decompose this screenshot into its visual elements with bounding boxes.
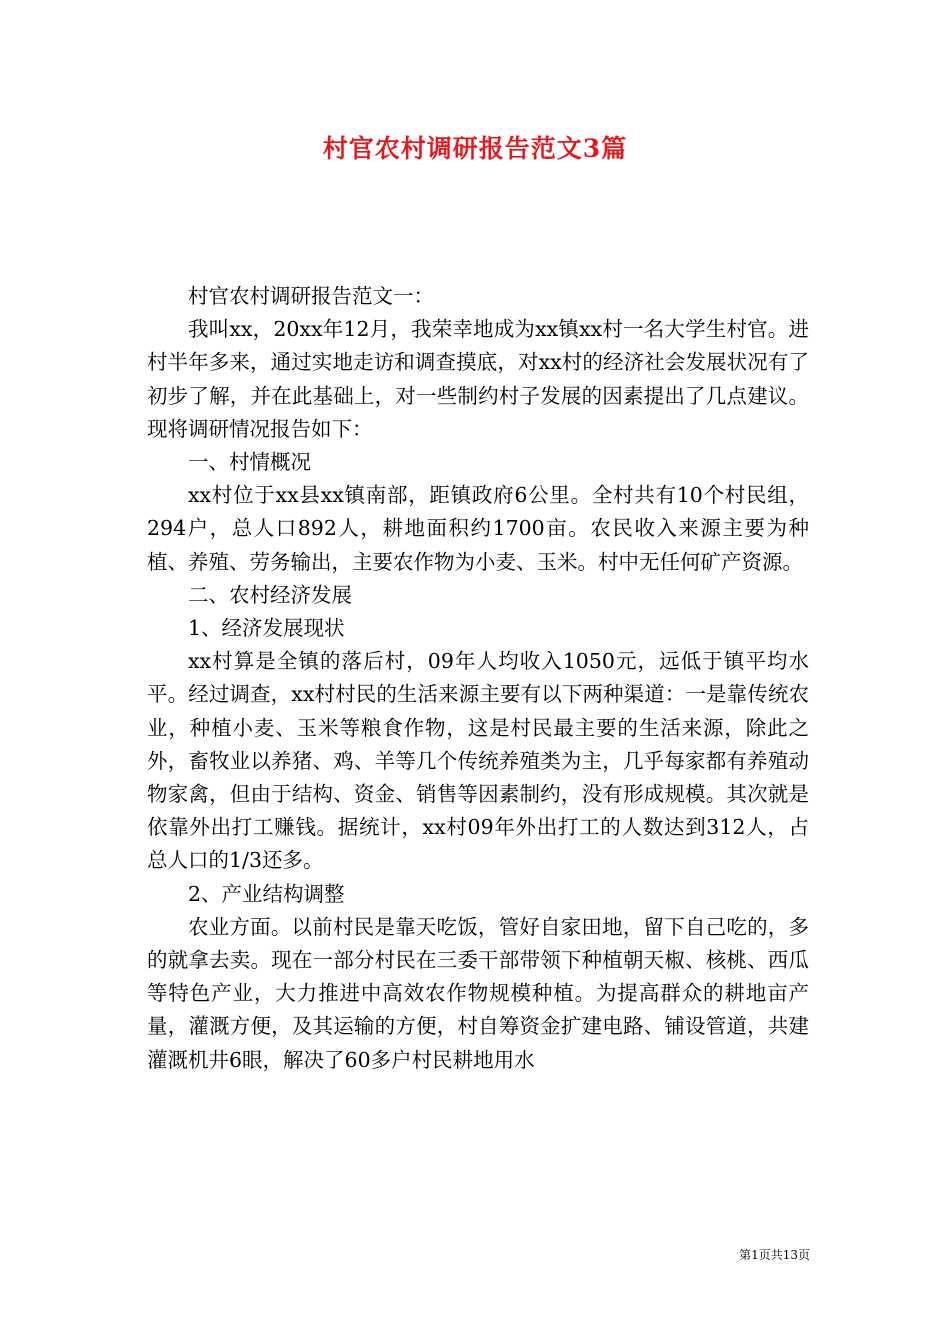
paragraph-heading-one: 村官农村调研报告范文一： bbox=[188, 284, 434, 308]
document-title: 村官农村调研报告范文3篇 bbox=[322, 134, 628, 163]
section-heading-village-overview: 一、村情概况 bbox=[188, 450, 311, 475]
subsection-heading-industry: 2、产业结构调整 bbox=[188, 881, 345, 906]
paragraph-intro: 我叫xx，20xx年12月，我荣幸地成为xx镇xx村一名大学生村官。进村半年多来，通过实地走访和调查摸底，对xx村的经济社会发展状况有了初步了解，并在此基础上，对一些制约村子发展的因素提出了几点建议。现将调研情况报告如下： bbox=[147, 317, 809, 441]
page-number: 第1页共13页 bbox=[739, 1248, 810, 1262]
paragraph-agriculture: 农业方面。以前村民是靠天吃饭，管好自家田地，留下自己吃的，多的就拿去卖。现在一部分村民在三委干部带领下种植朝天椒、核桃、西瓜等特色产业，大力推进中高效农作物规模种植。为提高群众的耕地亩产量，灌溉方便，及其运输的方便，村自筹资金扩建电路、铺设管道，共建灌溉机井6眼，解决了60多户村民耕地用水 bbox=[147, 914, 809, 1072]
document-body bbox=[147, 280, 809, 1077]
paragraph-village-overview: xx村位于xx县xx镇南部，距镇政府6公里。全村共有10个村民组，294户，总人口892人，耕地面积约1700亩。农民收入来源主要为种植、养殖、劳务输出，主要农作物为小麦、玉米。村中无任何矿产资源。 bbox=[147, 483, 809, 574]
section-heading-economy: 二、农村经济发展 bbox=[188, 582, 352, 607]
paragraph-economy-status: xx村算是全镇的落后村，09年人均收入1050元，远低于镇平均水平。经过调查，xx村村民的生活来源主要有以下两种渠道：一是靠传统农业，种植小麦、玉米等粮食作物，这是村民最主要的生活来源，除此之外，畜牧业以养猪、鸡、羊等几个传统养殖类为主，几乎每家都有养殖动物家禽，但由于结构、资金、销售等因素制约，没有形成规模。其次就是依靠外出打工赚钱。据统计，xx村09年外出打工的人数达到312人，占总人口的1/3还多。 bbox=[147, 649, 809, 873]
subsection-heading-status: 1、经济发展现状 bbox=[188, 616, 345, 641]
